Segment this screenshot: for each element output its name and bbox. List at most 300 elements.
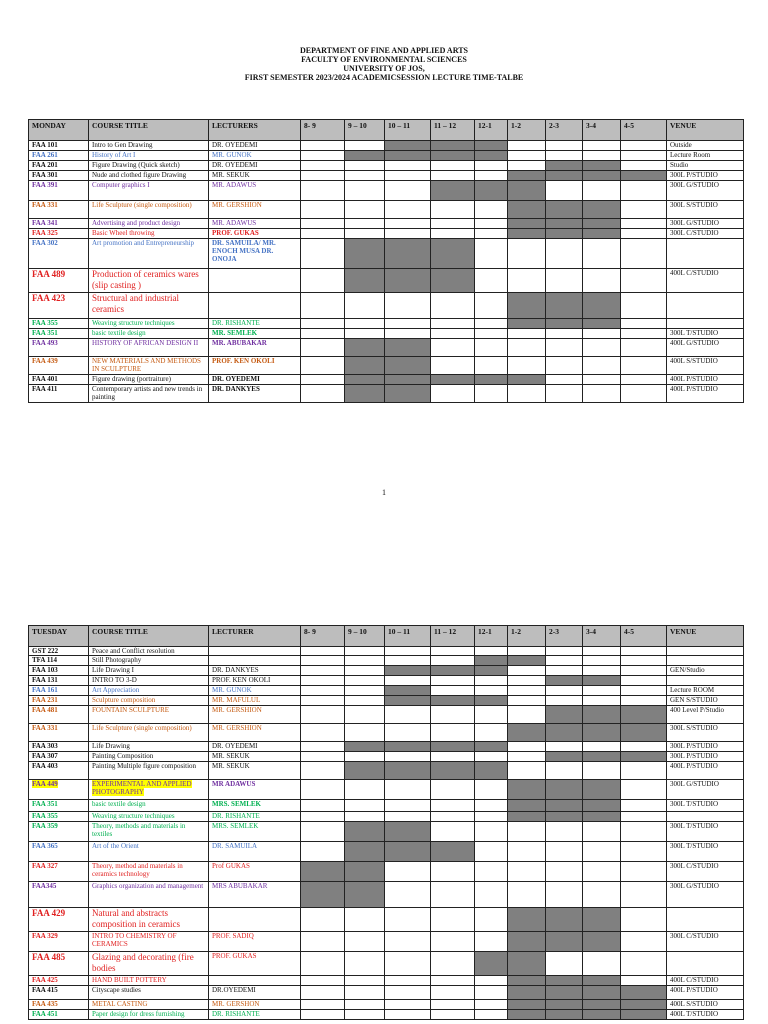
empty-slot (475, 842, 508, 862)
empty-slot (385, 171, 431, 181)
course-row (29, 724, 744, 742)
empty-slot (345, 676, 385, 686)
column-header: 12-1 (475, 626, 508, 647)
empty-slot (301, 201, 345, 219)
course-title: Figure Drawing (Quick sketch) (89, 161, 209, 171)
lecturer-name: MR. GERSHON (209, 1000, 301, 1010)
empty-slot (431, 229, 475, 239)
empty-slot (546, 151, 583, 161)
empty-slot (508, 706, 546, 724)
empty-slot (431, 932, 475, 952)
course-title: HAND BUILT POTTERY (89, 976, 209, 986)
empty-slot (301, 239, 345, 269)
monday-header-row (29, 120, 744, 141)
empty-slot (583, 329, 621, 339)
monday-timetable (28, 119, 744, 403)
scheduled-slot (345, 882, 385, 908)
course-title: Weaving structure techniques (89, 319, 209, 329)
empty-slot (621, 656, 667, 666)
empty-slot (345, 181, 385, 201)
course-title: Life Drawing I (89, 666, 209, 676)
empty-slot (621, 822, 667, 842)
empty-slot (431, 976, 475, 986)
empty-slot (583, 696, 621, 706)
scheduled-slot (475, 141, 508, 151)
scheduled-slot (431, 842, 475, 862)
scheduled-slot (345, 862, 385, 882)
empty-slot (385, 706, 431, 724)
empty-slot (385, 724, 431, 742)
course-row (29, 666, 744, 676)
empty-slot (475, 780, 508, 800)
empty-slot (475, 812, 508, 822)
empty-slot (475, 676, 508, 686)
empty-slot (475, 976, 508, 986)
scheduled-slot (385, 357, 431, 375)
scheduled-slot (583, 229, 621, 239)
lecturer-name: DR.OYEDEMI (209, 986, 301, 1000)
course-code: FAA 425 (29, 976, 89, 986)
course-code: FAA 303 (29, 742, 89, 752)
empty-slot (301, 339, 345, 357)
empty-slot (546, 842, 583, 862)
scheduled-slot (508, 201, 546, 219)
scheduled-slot (385, 762, 431, 780)
empty-slot (345, 293, 385, 319)
scheduled-slot (345, 822, 385, 842)
course-title: Cityscape studies (89, 986, 209, 1000)
empty-slot (583, 862, 621, 882)
empty-slot (475, 986, 508, 1000)
course-code: FAA 411 (29, 385, 89, 403)
empty-slot (475, 752, 508, 762)
empty-slot (431, 686, 475, 696)
course-code: FAA 331 (29, 724, 89, 742)
course-title: INTRO TO CHEMISTRY OF CERAMICS (89, 932, 209, 952)
empty-slot (546, 742, 583, 752)
empty-slot (301, 932, 345, 952)
course-row (29, 676, 744, 686)
scheduled-slot (385, 239, 431, 269)
scheduled-slot (475, 666, 508, 676)
lecturer-name: MR. SEKUK (209, 762, 301, 780)
column-header: 10 – 11 (385, 626, 431, 647)
course-title: Peace and Conflict resolution (89, 647, 209, 656)
course-row (29, 329, 744, 339)
empty-slot (301, 812, 345, 822)
lecturer-name: PROF. KEN OKOLI (209, 676, 301, 686)
lecturer-name: DR. OYEDEMI (209, 375, 301, 385)
empty-slot (508, 239, 546, 269)
scheduled-slot (385, 385, 431, 403)
empty-slot (583, 375, 621, 385)
empty-slot (431, 329, 475, 339)
course-code: FAA 351 (29, 329, 89, 339)
scheduled-slot (508, 812, 546, 822)
venue: 400L C/STUDIO (667, 976, 744, 986)
empty-slot (621, 201, 667, 219)
empty-slot (301, 357, 345, 375)
column-header: 11 – 12 (431, 626, 475, 647)
empty-slot (301, 171, 345, 181)
venue: 400L S/STUDIO (667, 357, 744, 375)
scheduled-slot (508, 293, 546, 319)
empty-slot (621, 742, 667, 752)
course-row (29, 696, 744, 706)
venue: 300L G/STUDIO (667, 780, 744, 800)
lecturer-name: MR. GUNOK (209, 686, 301, 696)
scheduled-slot (621, 986, 667, 1000)
empty-slot (385, 976, 431, 986)
lecturer-name: MR ADAWUS (209, 780, 301, 800)
empty-slot (621, 161, 667, 171)
column-header: 1-2 (508, 120, 546, 141)
empty-slot (345, 656, 385, 666)
empty-slot (508, 647, 546, 656)
empty-slot (385, 293, 431, 319)
venue: GEN S/STUDIO (667, 696, 744, 706)
lecturer-name: DR. RISHANTE (209, 319, 301, 329)
faculty-line: FACULTY OF ENVIRONMENTAL SCIENCES (301, 55, 467, 64)
empty-slot (621, 932, 667, 952)
lecturer-name: MR. ABUBAKAR (209, 339, 301, 357)
scheduled-slot (385, 686, 431, 696)
empty-slot (583, 239, 621, 269)
lecturer-name: MR. SEKUK (209, 752, 301, 762)
empty-slot (475, 201, 508, 219)
empty-slot (475, 161, 508, 171)
course-title: Painting Composition (89, 752, 209, 762)
empty-slot (621, 239, 667, 269)
scheduled-slot (546, 676, 583, 686)
empty-slot (475, 239, 508, 269)
empty-slot (301, 656, 345, 666)
venue: 300L G/STUDIO (667, 219, 744, 229)
scheduled-slot (621, 171, 667, 181)
empty-slot (345, 780, 385, 800)
venue: 300L T/STUDIO (667, 329, 744, 339)
empty-slot (301, 161, 345, 171)
empty-slot (508, 882, 546, 908)
scheduled-slot (546, 229, 583, 239)
empty-slot (508, 151, 546, 161)
empty-slot (475, 822, 508, 842)
empty-slot (475, 686, 508, 696)
scheduled-slot (546, 780, 583, 800)
course-title: Weaving structure techniques (89, 812, 209, 822)
course-row (29, 656, 744, 666)
scheduled-slot (546, 706, 583, 724)
empty-slot (345, 171, 385, 181)
course-title: Paper design for dress furnishing (89, 1010, 209, 1020)
venue (667, 319, 744, 329)
empty-slot (583, 822, 621, 842)
scheduled-slot (301, 862, 345, 882)
empty-slot (546, 882, 583, 908)
course-code: FAA345 (29, 882, 89, 908)
column-header: VENUE (667, 120, 744, 141)
empty-slot (301, 908, 345, 932)
course-code: GST 222 (29, 647, 89, 656)
scheduled-slot (621, 1010, 667, 1020)
empty-slot (583, 666, 621, 676)
course-title: FOUNTAIN SCULPTURE (89, 706, 209, 724)
empty-slot (345, 329, 385, 339)
empty-slot (301, 706, 345, 724)
empty-slot (345, 800, 385, 812)
course-title: Structural and industrial ceramics (89, 293, 209, 319)
course-code: FAA 351 (29, 800, 89, 812)
course-row (29, 976, 744, 986)
scheduled-slot (546, 1010, 583, 1020)
lecturer-name: MR. SEMLEK (209, 329, 301, 339)
empty-slot (345, 319, 385, 329)
empty-slot (621, 952, 667, 976)
scheduled-slot (508, 229, 546, 239)
scheduled-slot (546, 932, 583, 952)
lecturer-name: MR. GUNOK (209, 151, 301, 161)
scheduled-slot (345, 151, 385, 161)
empty-slot (475, 932, 508, 952)
lecturer-name: DR. SAMUILA (209, 842, 301, 862)
empty-slot (621, 780, 667, 800)
course-row (29, 686, 744, 696)
empty-slot (301, 986, 345, 1000)
scheduled-slot (345, 269, 385, 293)
venue: Studio (667, 161, 744, 171)
empty-slot (301, 269, 345, 293)
empty-slot (475, 385, 508, 403)
scheduled-slot (583, 752, 621, 762)
venue (667, 647, 744, 656)
scheduled-slot (583, 1000, 621, 1010)
venue (667, 293, 744, 319)
empty-slot (431, 219, 475, 229)
course-row (29, 201, 744, 219)
empty-slot (301, 293, 345, 319)
empty-slot (385, 780, 431, 800)
empty-slot (546, 686, 583, 696)
course-title: Basic Wheel throwing (89, 229, 209, 239)
scheduled-slot (431, 762, 475, 780)
scheduled-slot (345, 357, 385, 375)
course-code: FAA 302 (29, 239, 89, 269)
empty-slot (475, 171, 508, 181)
course-row (29, 239, 744, 269)
venue: GEN/Studio (667, 666, 744, 676)
scheduled-slot (546, 752, 583, 762)
scheduled-slot (508, 319, 546, 329)
empty-slot (431, 986, 475, 1000)
empty-slot (385, 161, 431, 171)
empty-slot (385, 229, 431, 239)
course-code: FAA 355 (29, 812, 89, 822)
scheduled-slot (583, 201, 621, 219)
venue: 300L T/STUDIO (667, 842, 744, 862)
lecturer-name: MR. MAFULUL (209, 696, 301, 706)
empty-slot (385, 908, 431, 932)
empty-slot (385, 862, 431, 882)
venue: 300L C/STUDIO (667, 229, 744, 239)
scheduled-slot (345, 339, 385, 357)
empty-slot (621, 976, 667, 986)
empty-slot (385, 882, 431, 908)
scheduled-slot (385, 666, 431, 676)
course-row (29, 269, 744, 293)
scheduled-slot (475, 952, 508, 976)
course-row (29, 219, 744, 229)
course-title: Advertising and product design (89, 219, 209, 229)
course-title: History of Art I (89, 151, 209, 161)
empty-slot (621, 800, 667, 812)
venue: 400L C/STUDIO (667, 269, 744, 293)
empty-slot (508, 742, 546, 752)
empty-slot (385, 800, 431, 812)
empty-slot (508, 752, 546, 762)
empty-slot (431, 656, 475, 666)
empty-slot (583, 151, 621, 161)
scheduled-slot (546, 800, 583, 812)
empty-slot (431, 161, 475, 171)
column-header: 1-2 (508, 626, 546, 647)
empty-slot (301, 1010, 345, 1020)
scheduled-slot (508, 724, 546, 742)
empty-slot (345, 932, 385, 952)
empty-slot (431, 812, 475, 822)
lecturer-name: MR. ADAWUS (209, 181, 301, 201)
course-title: Sculpture composition (89, 696, 209, 706)
empty-slot (301, 686, 345, 696)
empty-slot (621, 181, 667, 201)
course-row (29, 706, 744, 724)
empty-slot (583, 339, 621, 357)
course-code: FAA 131 (29, 676, 89, 686)
course-row (29, 1000, 744, 1010)
venue (667, 239, 744, 269)
course-row (29, 862, 744, 882)
empty-slot (546, 141, 583, 151)
column-header: 9 – 10 (345, 120, 385, 141)
scheduled-slot (385, 842, 431, 862)
venue: Lecture Room (667, 151, 744, 161)
scheduled-slot (431, 181, 475, 201)
empty-slot (508, 686, 546, 696)
empty-slot (385, 932, 431, 952)
scheduled-slot (345, 742, 385, 752)
course-title: Still Photography (89, 656, 209, 666)
empty-slot (301, 666, 345, 676)
empty-slot (345, 706, 385, 724)
course-code: FAA 327 (29, 862, 89, 882)
empty-slot (385, 1000, 431, 1010)
scheduled-slot (508, 932, 546, 952)
course-row (29, 742, 744, 752)
lecturer-name: DR. RISHANTE (209, 1010, 301, 1020)
empty-slot (546, 329, 583, 339)
venue: 300L P/STUDIO (667, 171, 744, 181)
column-header: 3-4 (583, 120, 621, 141)
empty-slot (431, 780, 475, 800)
course-code: FAA 355 (29, 319, 89, 329)
scheduled-slot (385, 151, 431, 161)
empty-slot (621, 908, 667, 932)
empty-slot (508, 666, 546, 676)
scheduled-slot (621, 724, 667, 742)
lecturer-name: MR. ADAWUS (209, 219, 301, 229)
empty-slot (583, 647, 621, 656)
course-row (29, 986, 744, 1000)
course-row (29, 647, 744, 656)
column-header: TUESDAY (29, 626, 89, 647)
empty-slot (546, 181, 583, 201)
venue: 400L P/STUDIO (667, 375, 744, 385)
empty-slot (345, 201, 385, 219)
empty-slot (621, 229, 667, 239)
course-title: basic textile design (89, 329, 209, 339)
empty-slot (508, 862, 546, 882)
empty-slot (301, 822, 345, 842)
course-code: FAA 401 (29, 375, 89, 385)
lecturer-name: MR. SEKUK (209, 171, 301, 181)
course-code: FAA 231 (29, 696, 89, 706)
course-code: FAA 429 (29, 908, 89, 932)
scheduled-slot (385, 696, 431, 706)
empty-slot (301, 229, 345, 239)
empty-slot (345, 752, 385, 762)
course-row (29, 752, 744, 762)
empty-slot (583, 385, 621, 403)
course-code: FAA 201 (29, 161, 89, 171)
scheduled-slot (546, 1000, 583, 1010)
scheduled-slot (508, 986, 546, 1000)
venue: 300L C/STUDIO (667, 932, 744, 952)
empty-slot (546, 762, 583, 780)
scheduled-slot (385, 375, 431, 385)
empty-slot (475, 908, 508, 932)
empty-slot (546, 696, 583, 706)
empty-slot (345, 1000, 385, 1010)
empty-slot (431, 319, 475, 329)
empty-slot (431, 293, 475, 319)
empty-slot (301, 141, 345, 151)
empty-slot (301, 219, 345, 229)
scheduled-slot (475, 742, 508, 752)
column-header: 11 – 12 (431, 120, 475, 141)
empty-slot (621, 882, 667, 908)
venue: 400 Level P/Studio (667, 706, 744, 724)
empty-slot (301, 842, 345, 862)
empty-slot (475, 647, 508, 656)
course-title: Art of the Orient (89, 842, 209, 862)
scheduled-slot (583, 976, 621, 986)
course-row (29, 932, 744, 952)
university-line: UNIVERSITY OF JOS, (343, 64, 425, 73)
empty-slot (621, 357, 667, 375)
venue: 300L P/STUDIO (667, 742, 744, 752)
empty-slot (431, 339, 475, 357)
scheduled-slot (345, 239, 385, 269)
scheduled-slot (546, 724, 583, 742)
empty-slot (475, 862, 508, 882)
lecturer-name: MRS ABUBAKAR (209, 882, 301, 908)
empty-slot (475, 319, 508, 329)
scheduled-slot (583, 1010, 621, 1020)
course-code: FAA 341 (29, 219, 89, 229)
empty-slot (621, 842, 667, 862)
course-row (29, 385, 744, 403)
lecturer-name: MRS. SEMLEK (209, 822, 301, 842)
empty-slot (621, 375, 667, 385)
